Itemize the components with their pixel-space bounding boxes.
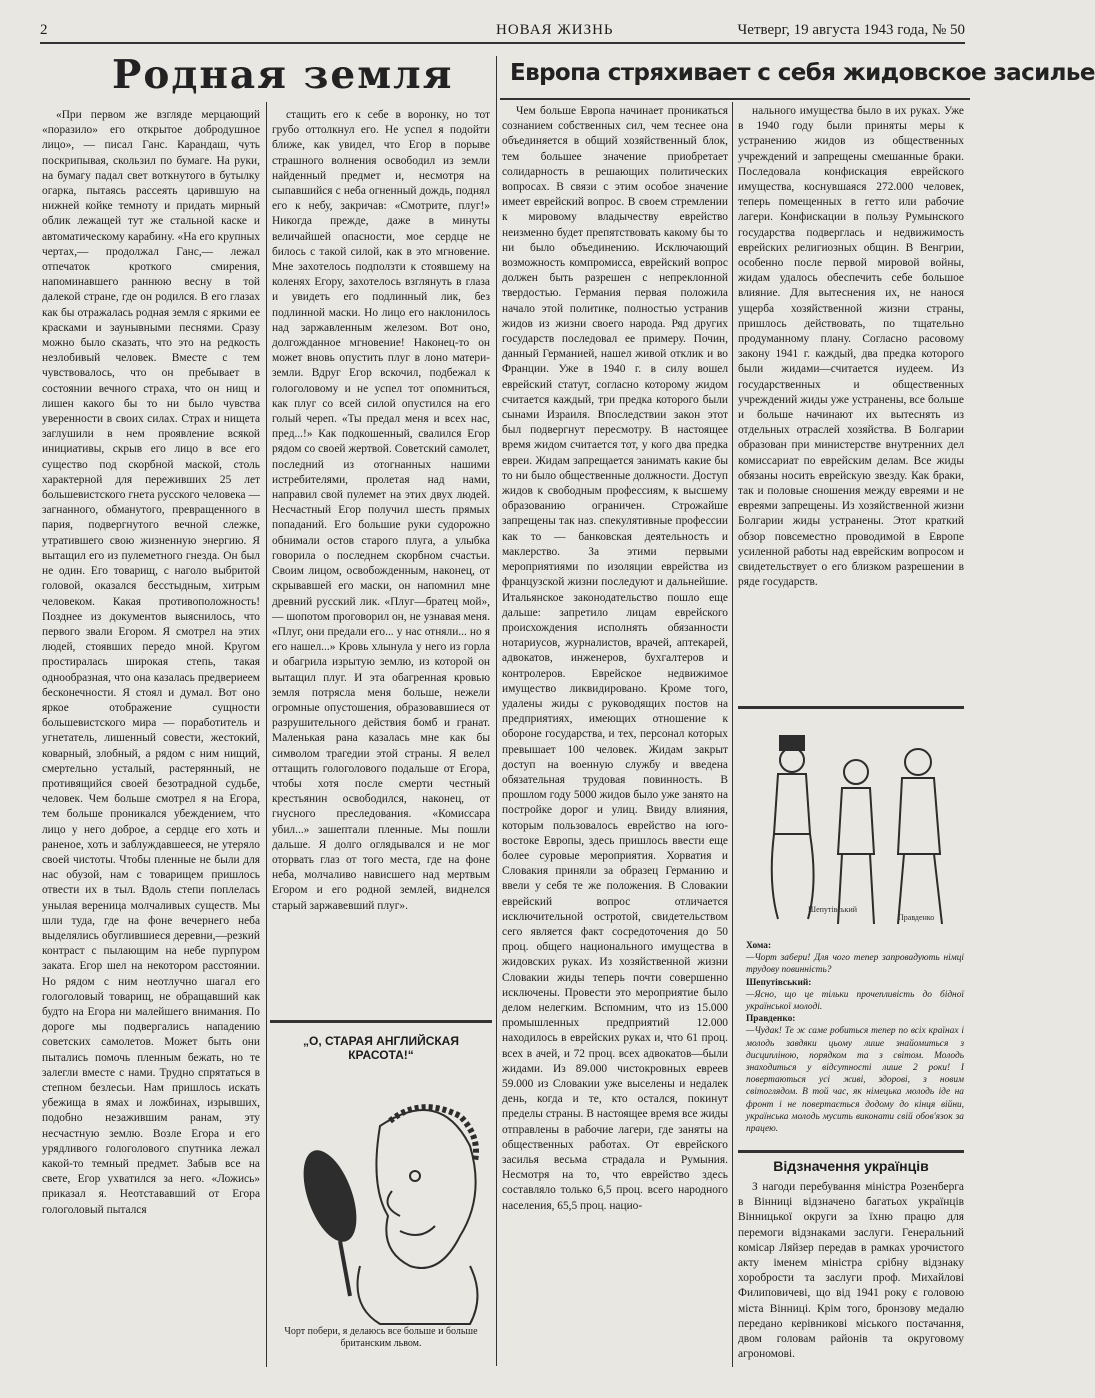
cartoon2 [738,714,964,936]
cartoon2-label-right: Правденко [898,913,935,922]
dialog-speaker-3: Правденко: [746,1014,796,1025]
rule-above-cartoon1 [270,1020,492,1023]
article3-text: З нагоди перебування міністра Розенберга в Вінниці відзначено багатьох українців Вінницької округи за їхню працю для перемоги відзнаками заслуги. Генеральний комісар Ляйзер передав в рамках урочистого акту іменем міністра срібну відзнаку хоробрости та заслуги проф. Михайлові Филиповичеві, що від 1941 року є головою міста Вінниці. Крім того, бронзову медалю передано керівникові міського постачання, двом головам районів та округовому агрономові. [738,1181,964,1361]
article1-col2 [272,108,490,1013]
issue-date: Четверг, 19 августа 1943 года, № 50 [737,22,965,38]
article2-col4-text: нального имущества было в их руках. Уже в 1940 году были приняты меры к устранению жидов из общественных учреждений и запрещены смешанные браки. Последовала конфискация еврейского имущества, коснувшаяся 272.000 человек, теперь помещенных в гетто или рабочие лагери. Конфискации в пользу Румынского государства подверглась и недвижимость еврейских религиозных общин. В Венгрии, особенно после первой мировой войны, жидам удалось обеспечить себе большое влияние. Для вытеснения их, не нанося ущерба хозяйственной жизни страны, пришлось действовать, по тщательно продуманному плану. Согласно расовому закону 1941 г. каждый, два предка которого были жидами—считается иудеем. Из государственных и общественных учреждений жиды уже устранены, все больше и больше начинают их вытеснять из отдельных отраслей хозяйства. В Болгарии образован при министерстве внутренних дел комиссариат по еврейским делам. Все жиды обязаны носить еврейскую звезду. Как браки, так и половые сношения между евреями и не евреями запрещены. Из хозяйственной жизни Болгарии жиды устранены. Этот краткий обзор повсеместно проводимой в Европе усиленной работы над еврейским вопросом и свидетельствует о его близком разрешении в ряде государств. [738,105,964,589]
cartoon1-title-2: КРАСОТА!“ [348,1048,414,1062]
dialog-speaker-1: Хома: [746,941,772,951]
article1-col1 [42,108,260,1368]
rule-headline-2 [500,98,970,100]
headline-evropa: Европа стряхивает с себя жидовское засилье [510,60,1095,86]
cartoon1 [270,1028,492,1368]
rule-above-article3 [738,1150,964,1153]
col-divider-2 [496,56,497,1366]
col-divider-1 [266,102,267,1367]
article2-col4 [738,104,964,704]
cartoon1-caption: Чорт побери, я делаюсь все больше и больше британским львом. [284,1326,478,1349]
headline-rodnaya-zemlya: Родная земля [112,52,454,98]
dialog-speaker-2: Шепутівський: [746,977,812,988]
article3-headline: Відзначення українців [773,1158,929,1174]
cartoon1-title-1: „О, СТАРАЯ АНГЛИЙСКАЯ [303,1034,459,1048]
page-number: 2 [40,22,48,38]
article2-col3-text: Чем больше Европа начинает проникаться сознанием собственных сил, чем теснее она объединяется в общий хозяйственный блок, тем большее значение приобретает солидарность в решающих политических вопросах. В связи с этим особое значение имеет еврейский вопрос. В своем стремлении к мировому владычеству еврейство неизменно будет препятствовать какому бы то ни было объединению. Исключающий возможность компромисса, еврейский вопрос должен быть разрешен с непреклонной твердостью. Германия первая положила начало этой политике, полностью устранив жидов из жизни своего народа. Ряд других государств последовал ее примеру. Почин, данный Германией, нашел живой отклик и во Франции. Уже в 1940 г. в силу вошел еврейский статут, согласно которому жидом считается каждый, три предка которого были сынами Израиля. Впоследствии закон этот был подвергнут пересмотру. В настоящее время жидом считается тот, у кого два предка евреи. Жидам запрещается занимать какие бы то ни было общественные должности. Доступ жидов к свободным профессиям, к высшему образованию ограничен. Строжайше запрещены так наз. спекулятивные профессии как то — банковская деятельность и маклерство. За этими первыми мероприятиями по изоляции еврейства из французской жизни последуют и дальнейшие. Итальянское законодательство пошло еще дальше: запретило лицам еврейского происхождения исполнять обязанности нотариусов, журналистов, врачей, аптекарей, адвокатов, инженеров, бухгалтеров и контролеров. Еврейское недвижимое имущество ликвидировано. Кроме того, удалены жиды с руководящих постов на предприятиях, имеющих отношение к обороне государства, и тех, персонал которых превышает 100 человек. Жидам закрыт доступ на военную службу и введена обязательная трудовая повинность. В прошлом году 5000 жидов было уже занято на постройке дорог и улиц. Ввиду влияния, которым пользовалось еврейство на юго-востоке Европы, здесь пришлось ввести еще более суровые мероприятия. Хорватия и Словакия приняли за образец Германию и ввели у себя те же положения. В Словакии еврейский вопрос отличается исключительной остротой, свидетельством сего является факт сосредоточения до 50 проц. общего национального имущества в жидовских руках. Из хозяйственной жизни Словакии жиды теперь почти совершенно исключены. Провести это мероприятие было делом нелегким. Вспомним, что из 15.000 промышленных предприятий 12.000 находилось в еврейских руках и, что 61 проц. всех в ачей, и 72 проц. всех адвокатов—были жидами. Из 89.000 чистокровных евреев 59.000 из Словакии уже выселены и недалек день, когда и те, кто остался, покинут пределы страны. В настоящее время все жиды отправлены в рабочие лагери, где заняты на общественных работах. От еврейского засилья весьма страдала и Румыния. Несмотря на то, что еврейство здесь составляло только 6,5 проц. всего народного населения, 65,5 проц. нацио- [502,105,728,1212]
masthead [40,18,965,44]
col-divider-3 [732,102,733,1367]
article1-col2-text: стащить его к себе в воронку, но тот грубо оттолкнул его. Не успел я подойти ближе, как увидел, что Егор в порыве страшного волнения освободил из земли найденный предмет и, несмотря на сыпавшийся с неба огненный дождь, поднял его к небу, закричав: «Смотрите, плуг!» Никогда прежде, даже в минуты величайшей опасности, мое сердце не билось с такой силой, как в это мгновение. Мне захотелось подползти к стоявшему на коленях Егору, захотелось взглянуть в глаза и увидеть его подлинный лик, без подлинной маски. Но лицо его наклонилось над заржавленным железом. Вот оно, долгожданное мгновение! Наконец-то он может вновь опустить плуг в лоно матери-земли. Вдруг Егор вскочил, подбежал к гологоловому и не успел тот опомниться, как плуг со всей силой опустился на его голый череп. «Ты предал меня и всех нас, пред...!» Как подкошенный, свалился Егор рядом со своей жертвой. Советский самолет, последний из отогнанных нашими истребителями, пролетая над нами, направил свой пулемет на этих двух людей. Несчастный Егор получил шесть прямых попаданий. Его большие руки судорожно обнимали остов старого плуга, а улыбка говорила о последнем скорбном счастьи. Своим лицом, освобожденным, наконец, от скрывавшей его маски, он напомнил мне древний русский лик. «Плуг—братец мой»,— шопотом проговорил он, не узнавая меня. «Плуг, они предали его... у нас отняли... но я его нашел...» Кровь хлынула у него из горла и обагрила изрытую землю, из которой он вытащил плуг. И эта обагренная кровью земля потрясла меня больше, нежели огромные опустошения, образовавшиеся от разрушительного действия бомб и гранат. Маленькая рана казалась мне как бы символом трагедии этой страны. Я велел оттащить гологолового подальше от Егора, чтобы хотя после смерти честный крестьянин освободился, наконец, от гнусного преследования. «Комиссара убил...» зашептали пленные. Мы пошли дальше. Я долго оглядывался и не мог оторвать глаз от того места, где на фоне неба, молчаливо нависшего над мертвым Егором и его родной землей, виднелся старый заржавевший плуг». [272,109,490,912]
cartoon2-dialog [746,940,964,1135]
cartoon2-label-left: Шепутівський [808,905,857,914]
cartoon1-drawing [270,1066,492,1326]
dialog-line-1: —Чорт забери! Для чого тепер запровадують німці трудову повинність? [746,953,964,976]
dialog-line-3: —Чудак! Те ж саме робиться тепер по всіх країнах і молодь завдяки цьому лише знайомиться з дисципліною, порядком та з світом. Молодь знаходиться у відсутності лише 2 роки! І повертаються усі живі, здорові, з новим світоглядом. В той час, як німецька молодь іде на фронт і не повертається додому до кінця війни, українська молодь мусить виконати свій обов'язок за працею. [746,1026,964,1135]
cartoon2-drawing [738,714,964,936]
article3-body [738,1180,964,1368]
article2-col3 [502,104,728,1368]
article1-col1-text: «При первом же взгляде мерцающий «поразило» его открытое добродушное лицо», — писал Ганс. Карандаш, чуть поскрипывая, скользил по бумаге. На руки, на бумагу падал свет воткнутого в бутылку огарка, пытаясь рассеять царившую на нижней койке темноту и придать мирный облик лежащей тут же стальной каске и автоматическому карабину. «На его крупных чертах,— продолжал Ганс,— лежал отпечаток кроткого смирения, напоминавшего раннюю весну в той далекой стране, где он родился. В его глазах как бы отражалась родная земля с яркими ее красками и заунывными песнями. Сразу можно было сказать, что это на редкость незлобивый человек. Вместе с тем чувствовалось, что он пребывает в состоянии вечного страха, что он нищ и лишен какого бы то ни было чувства уверенности в своих силах. Страх и нищета заглушили в нем проявление всякой инициативы, скрыв его лицо в все его существо под скорбной маской, столь характерной для переживших 25 лет большевистского гнета русского человека — загнанного, обманутого, превращенного в пария, подвергнутого вечной слежке, утратившего свою жизненную энергию. Я вытащил его из пулеметного гнезда. Он был не один. Его товарищ, с наголо выбритой головой, оказался бесстыдным, хитрым человеком. Какая противоположность! Позднее из документов выяснилось, что первого звали Егором. Я смотрел на этих людей, стоявших передо мной. Кругом простиралась широкая степь, такая однообразная, что она казалась предвериеем бесконечности. Я стоял и думал. Вот оно яркое отображение сущности большевистского мира — поработитель и угнетатель, лишенный совести, жестокий, коварный, злобный, а рядом с ним нищий, смертельно усталый, растерянный, не противящийся своей безотрадной судьбе, человек. Чем больше смотрел я на Егора, тем больше проникался убеждением, что лицо у него доброе, а сердце его хоть и раненое, хоть и заблуждавшееся, не утеряло своей чистоты. Чтобы пленные не были для нас обузой, нам с товарищем пришлось отвести их в тыл. Вдоль степи поплелась унылая вереница молчаливых существ. Мы шли туда, где на фоне вечернего неба выделялись обуглившиеся деревни,—резкий контраст с пылающим на небе пурпуром заката. Егор шел на некотором расстоянии. Но рядом с ним неотлучно шагал его гологоловый товарищ, не обращавший как будто на Егора ни малейшего внимания. По дороге мы подвергались нападению советских самолетов. Может быть они пытались помочь пленным бежать, но те залегли вместе с нами. Трудно спрятаться в степном безлесьи. Нам пришлось искать убежища в ямах и ложбинах, изрывших, подобно незажившим ранам, эту несчастную землю. Возле Егора и его урядливого гологолового спутника лежал какой-то темный предмет. Забыв все на свете, Егор ухватился за него. «Ложись» приказал я. Неотстававший от Егора гологоловый пытался [42,109,260,1216]
paper-name: НОВАЯ ЖИЗНЬ [496,22,614,38]
rule-above-cartoon2 [738,706,964,709]
dialog-line-2: —Ясно, що це тільки прочепливість до бідної української молоді. [746,989,964,1013]
